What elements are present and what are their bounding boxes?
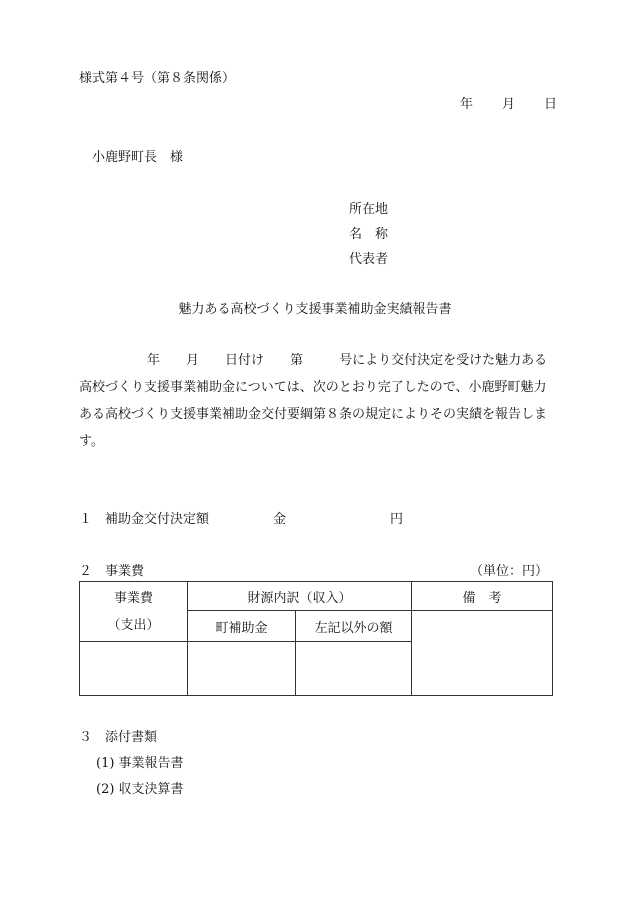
project-cost-header bbox=[80, 582, 188, 642]
project-cost-label: 事業費 bbox=[113, 590, 153, 606]
document-title: 魅力ある高校づくり支援事業補助金実績報告書 bbox=[178, 302, 452, 317]
remarks-cell[interactable] bbox=[412, 611, 553, 696]
item1-kin: 金 bbox=[273, 512, 287, 527]
sender-block bbox=[349, 197, 388, 272]
sender-name: 名 称 bbox=[349, 227, 389, 242]
body-main-text: 号により交付決定を受けた魅力ある高校づくり支援事業補助金については、次のとおり完了したので、小鹿野町魅力ある高校づくり支援事業補助金交付要綱第８条の規定によりその実績を報告します。 bbox=[79, 353, 548, 449]
project-cost-cell[interactable] bbox=[80, 642, 188, 696]
addressee: 小鹿野町長 様 bbox=[92, 150, 184, 165]
expenditure-label: （支出） bbox=[107, 617, 160, 633]
sender-representative: 代表者 bbox=[349, 252, 389, 267]
form-number: 様式第４号（第８条関係） bbox=[79, 71, 236, 86]
item1-label: １ 補助金交付決定額 bbox=[79, 512, 210, 527]
town-subsidy-header: 町補助金 bbox=[188, 611, 296, 642]
item1-yen: 円 bbox=[390, 512, 404, 527]
date-month: 月 bbox=[502, 97, 516, 112]
body-text bbox=[79, 347, 554, 455]
body-no: 第 bbox=[290, 353, 304, 368]
attachment-1: (1) 事業報告書 bbox=[96, 756, 184, 771]
body-month: 月 bbox=[186, 353, 200, 368]
cost-table bbox=[79, 581, 553, 696]
attachment-2: (2) 収支決算書 bbox=[96, 782, 184, 797]
other-amount-cell[interactable] bbox=[296, 642, 412, 696]
body-year: 年 bbox=[147, 353, 161, 368]
item2-label: ２ 事業費 bbox=[79, 564, 145, 579]
sender-location: 所在地 bbox=[349, 202, 389, 217]
unit-label: （単位：円） bbox=[470, 564, 549, 579]
date-line bbox=[460, 93, 557, 112]
funding-breakdown-header: 財源内訳（収入） bbox=[188, 582, 412, 611]
remarks-header: 備 考 bbox=[412, 582, 553, 611]
item3-label: ３ 添付書類 bbox=[79, 730, 158, 745]
date-year: 年 bbox=[460, 97, 474, 112]
other-amount-header: 左記以外の額 bbox=[296, 611, 412, 642]
body-dated: 日付け bbox=[225, 353, 265, 368]
item1-line bbox=[79, 508, 403, 527]
date-day: 日 bbox=[544, 97, 558, 112]
town-subsidy-cell[interactable] bbox=[188, 642, 296, 696]
